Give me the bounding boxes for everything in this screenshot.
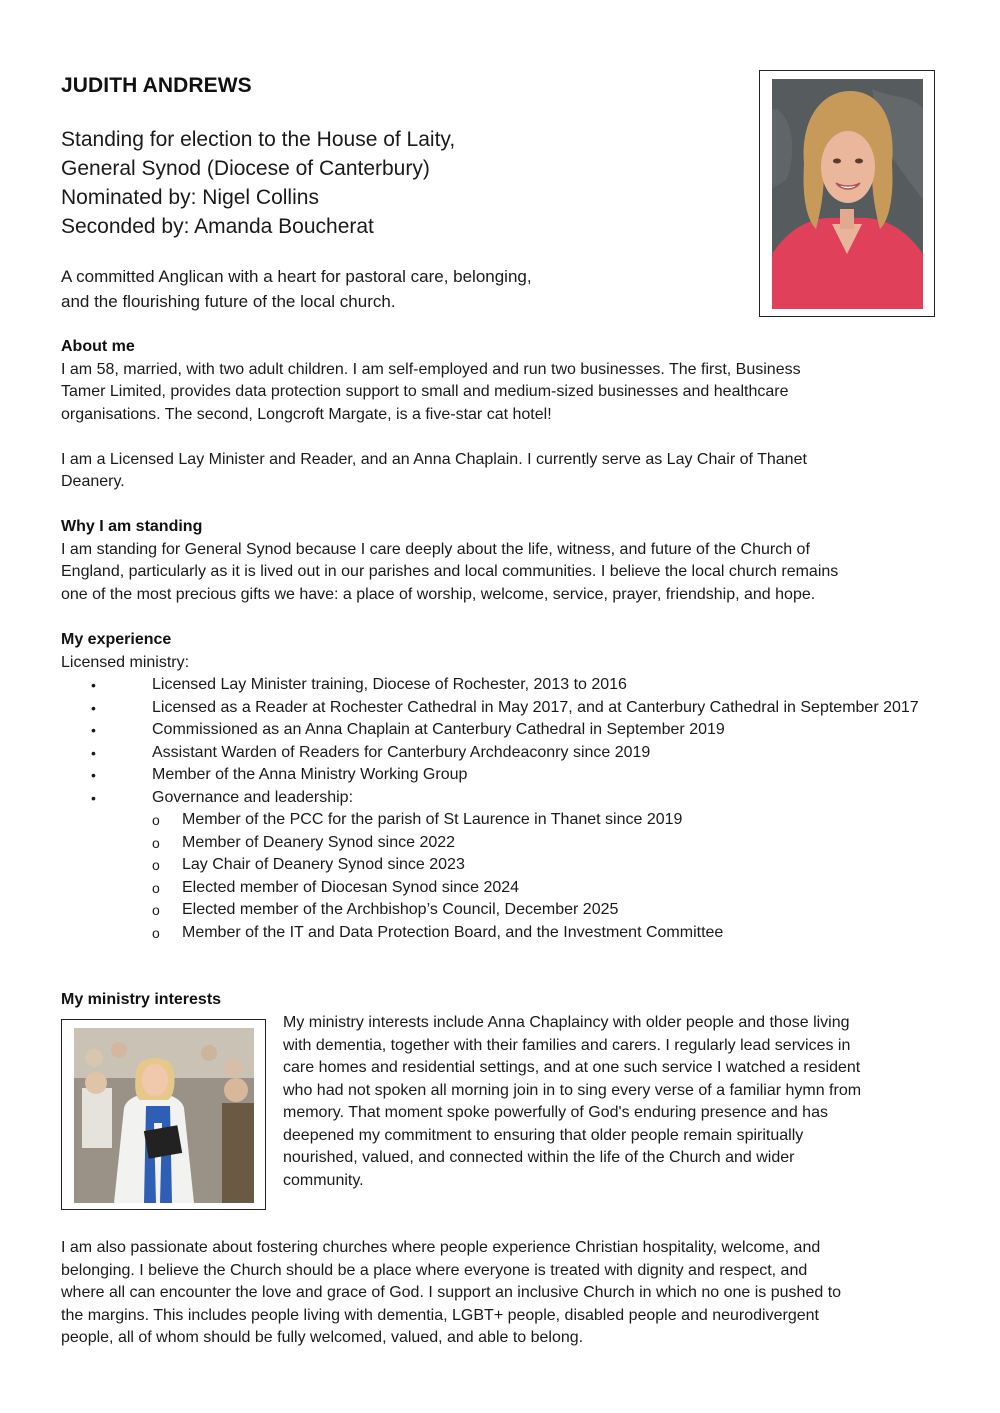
ministry-photo [74, 1028, 254, 1203]
paragraph-line: with dementia, together with their families and carers. I regularly lead services in [283, 1036, 851, 1054]
paragraph-line: I am 58, married, with two adult children. I am self-employed and run two businesses. The first, Business [61, 360, 801, 378]
closing-paragraph [61, 1237, 941, 1350]
why-section [61, 516, 941, 606]
candidate-name: JUDITH ANDREWS [61, 74, 252, 97]
list-item: • Member of the Anna Ministry Working Group [61, 764, 921, 787]
paragraph-line: people, all of whom should be fully welcomed, valued, and able to belong. [61, 1329, 584, 1346]
list-item: • Licensed Lay Minister training, Diocese of Rochester, 2013 to 2016 [61, 674, 921, 697]
experience-intro: Licensed ministry: [61, 653, 190, 671]
sub-list-item: o Member of the PCC for the parish of St Laurence in Thanet since 2019 [61, 809, 921, 832]
sub-list-item: o Member of Deanery Synod since 2022 [61, 832, 921, 855]
paragraph-line: nourished, valued, and connected within the life of the Church and wider [283, 1149, 795, 1166]
paragraph-line: deepened my commitment to ensuring that older people remain spiritually [283, 1126, 804, 1144]
tagline-line: A committed Anglican with a heart for pastoral care, belonging, [61, 267, 532, 286]
section-heading: About me [61, 338, 135, 355]
candidate-portrait [772, 79, 923, 309]
paragraph-line: memory. That moment spoke powerfully of God's enduring presence and has [283, 1104, 828, 1121]
paragraph-line: Deanery. [61, 473, 125, 490]
list-item: • Assistant Warden of Readers for Canterbury Archdeaconry since 2019 [61, 742, 921, 765]
section-heading: My experience [61, 631, 172, 648]
bullet-icon: • [91, 722, 96, 738]
list-item: • Commissioned as an Anna Chaplain at Canterbury Cathedral in September 2019 [61, 719, 921, 742]
election-line: Standing for election to the House of Laity, [61, 128, 456, 151]
tagline [61, 264, 532, 314]
paragraph-line: organisations. The second, Longcroft Margate, is a five-star cat hotel! [61, 405, 552, 423]
bullet-icon: • [91, 677, 96, 693]
bullet-icon: • [91, 767, 96, 783]
election-details [61, 125, 455, 241]
list-item: • Licensed as a Reader at Rochester Cathedral in May 2017, and at Canterbury Cathedral in September 2017 [61, 697, 921, 720]
list-item: • Governance and leadership: [61, 787, 921, 810]
sub-list-item: o Member of the IT and Data Protection Board, and the Investment Committee [61, 922, 921, 945]
circle-bullet-icon: o [152, 924, 160, 941]
ministry-text [283, 1012, 933, 1192]
circle-bullet-icon: o [152, 834, 160, 851]
circle-bullet-icon: o [152, 812, 160, 828]
paragraph-line: Tamer Limited, provides data protection support to small and medium-sized businesses and healthcare [61, 383, 789, 400]
sub-list-item: o Elected member of the Archbishop’s Council, December 2025 [61, 899, 921, 922]
paragraph-line: the margins. This includes people living with dementia, LGBT+ people, disabled people and neurodivergent [61, 1306, 819, 1324]
section-heading: Why I am standing [61, 518, 203, 535]
election-line: General Synod (Diocese of Canterbury) [61, 157, 430, 180]
paragraph-line: care homes and residential settings, and at one such service I watched a resident [283, 1059, 861, 1076]
paragraph-line: I am also passionate about fostering churches where people experience Christian hospitality, welcome, and [61, 1239, 821, 1256]
circle-bullet-icon: o [152, 879, 160, 896]
circle-bullet-icon: o [152, 857, 160, 873]
sub-list-item: o Lay Chair of Deanery Synod since 2023 [61, 854, 921, 877]
paragraph-line: belonging. I believe the Church should be a place where everyone is treated with dignity and respect, and [61, 1261, 808, 1279]
paragraph-line: where all can encounter the love and grace of God. I support an inclusive Church in which no one is pushed to [61, 1284, 842, 1301]
paragraph-line: community. [283, 1171, 364, 1189]
ministry-section [61, 989, 941, 1012]
experience-section [61, 629, 941, 674]
paragraph-line: I am a Licensed Lay Minister and Reader, and an Anna Chaplain. I currently serve as Lay Chair of Thanet [61, 450, 807, 468]
bullet-icon: • [91, 699, 96, 716]
paragraph-line: England, particularly as it is lived out in our parishes and local communities. I believe the local church remains [61, 563, 839, 580]
bullet-icon: • [91, 789, 96, 806]
section-heading: My ministry interests [61, 991, 222, 1008]
sub-list-item: o Elected member of Diocesan Synod since 2024 [61, 877, 921, 900]
experience-list [61, 674, 921, 944]
circle-bullet-icon: o [152, 902, 160, 918]
portrait-frame [759, 70, 935, 317]
ministry-photo-frame [61, 1019, 266, 1210]
nominated-by: Nominated by: Nigel Collins [61, 186, 319, 209]
paragraph-line: who had not spoken all morning join in to sing every verse of a familiar hymn from [283, 1081, 862, 1099]
bullet-icon: • [91, 744, 96, 761]
about-section [61, 336, 941, 494]
paragraph-line: I am standing for General Synod because I care deeply about the life, witness, and future of the Church of [61, 540, 810, 558]
tagline-line: and the flourishing future of the local church. [61, 292, 396, 311]
paragraph-line: My ministry interests include Anna Chaplaincy with older people and those living [283, 1014, 850, 1031]
seconded-by: Seconded by: Amanda Boucherat [61, 215, 374, 238]
paragraph-line: one of the most precious gifts we have: a place of worship, welcome, service, prayer, friendship, and hope. [61, 585, 816, 603]
